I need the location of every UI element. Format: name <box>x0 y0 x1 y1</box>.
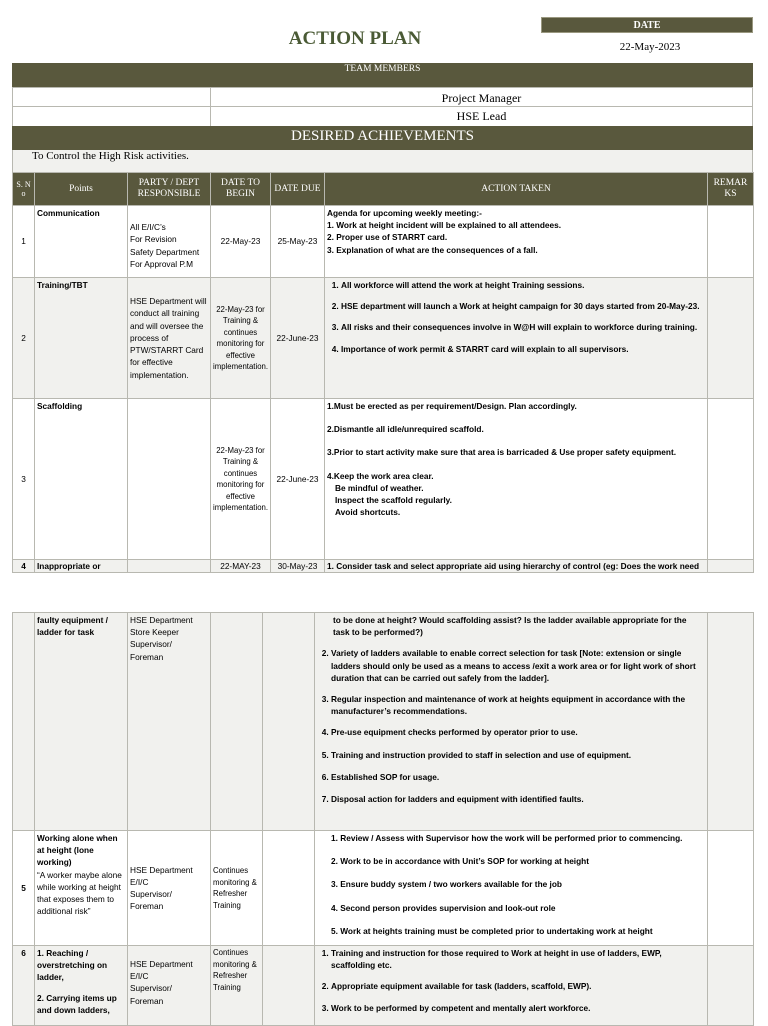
row-remarks <box>708 831 754 946</box>
row-party: HSE Department will conduct all training and will oversee the process of PTW/STARRT Card for effective implementation. <box>128 278 211 399</box>
row-number: 3 <box>13 399 35 560</box>
row-begin <box>211 613 263 831</box>
page-title: ACTION PLAN <box>288 28 422 49</box>
row-remarks <box>708 399 754 560</box>
team-members-header: TEAM MEMBERS <box>12 63 753 87</box>
row-actions: 1. Training and instruction for those required to Work at height in use of ladders, EWP, scaffolding etc. 2. Appropriate equipment available for task (ladders, scaffold, EWP). 3. Work to be performed by competent and mentally alert workforce. <box>315 946 708 1026</box>
row-due: 30-May-23 <box>271 560 325 573</box>
action-table <box>12 172 754 573</box>
row-point: faulty equipment / ladder for task <box>35 613 128 831</box>
table-row <box>13 613 754 831</box>
row-remarks <box>708 946 754 1026</box>
row-number: 6 <box>13 946 35 1026</box>
row-remarks <box>708 206 754 278</box>
desired-goal: To Control the High Risk activities. <box>12 150 753 172</box>
row-actions: 1. Consider task and select appropriate aid using hierarchy of control (eg: Does the work need <box>325 560 708 573</box>
row-actions: 1. Review / Assess with Supervisor how the work will be performed prior to commencing. 2. Work to be in accordance with Unit’s SOP for working at height 3. Ensure buddy system / two workers available for the job 4. Second person provides supervision and look-out role 5. Work at heights training must be completed prior to undertaking work at height <box>315 831 708 946</box>
row-actions: to be done at height? Would scaffolding assist? Is the ladder available appropriate for the task to be performed?) 2. Variety of ladders available to enable correct selection for task [Note: extension or single ladders should only be used as a means to access /exit a work area or for light work of short duration that can be carried out safely from the ladder]. 3. Regular inspection and maintenance of work at heights equipment in accordance with the manufacturer’s recommendations. 4. Pre-use equipment checks performed by operator prior to use. 5. Training and instruction provided to staff in selection and use of equipment. 6. Established SOP for usage. 7. Disposal action for ladders and equipment with identified faults. <box>315 613 708 831</box>
row-begin: 22-May-23 <box>211 206 271 278</box>
row-actions: 1. All workforce will attend the work at height Training sessions. 2. HSE department will launch a Work at height campaign for 30 days started from 20-May-23. 3. All risks and their consequences involve in W@H will explain to workforce during training. 4. Importance of work permit & STARRT card will explain to all supervisors. <box>325 278 708 399</box>
row-party: HSE Department E/I/C Supervisor/ Foreman <box>128 831 211 946</box>
table-row <box>13 278 754 399</box>
row-number: 2 <box>13 278 35 399</box>
row-remarks <box>708 560 754 573</box>
col-party: PARTY / DEPT RESPONSIBLE <box>128 173 211 206</box>
row-number: 4 <box>13 560 35 573</box>
table-row <box>13 560 754 573</box>
table-row <box>13 946 754 1026</box>
row-point: Working alone when at height (lone working) “A worker maybe alone while working at height that exposes them to additional risk” <box>35 831 128 946</box>
row-begin: 22-May-23 for Training & continues monitoring for effective implementation. <box>211 399 271 560</box>
date-value: 22-May-2023 <box>619 41 681 53</box>
row-begin: Continues monitoring & Refresher Training <box>211 946 263 1026</box>
row-number: 5 <box>13 831 35 946</box>
row-due <box>263 946 315 1026</box>
desired-achievements-header: DESIRED ACHIEVEMENTS <box>12 126 753 150</box>
row-begin: 22-MAY-23 <box>211 560 271 573</box>
row-point: 1. Reaching / overstretching on ladder, 2. Carrying items up and down ladders, <box>35 946 128 1026</box>
col-sno: S. N o <box>13 173 35 206</box>
row-point: Scaffolding <box>35 399 128 560</box>
col-points: Points <box>35 173 128 206</box>
row-remarks <box>708 613 754 831</box>
team-row-1 <box>12 87 753 107</box>
table-row <box>13 831 754 946</box>
row-number <box>13 613 35 831</box>
team-row-2 <box>12 107 753 127</box>
row-due: 25-May-23 <box>271 206 325 278</box>
col-action: ACTION TAKEN <box>325 173 708 206</box>
date-label: DATE <box>541 17 753 33</box>
row-party: All E/I/C’s For Revision Safety Department For Approval P.M <box>128 206 211 278</box>
row-party: HSE Department E/I/C Supervisor/ Foreman <box>128 946 211 1026</box>
row-due: 22-June-23 <box>271 399 325 560</box>
row-party <box>128 399 211 560</box>
team-member-hse: HSE Lead <box>456 109 507 123</box>
row-begin: 22-May-23 for Training & continues monitoring for effective implementation. <box>211 278 271 399</box>
row-number: 1 <box>13 206 35 278</box>
row-begin: Continues monitoring & Refresher Training <box>211 831 263 946</box>
row-actions: Agenda for upcoming weekly meeting:- 1. Work at height incident will be explained to all attendees. 2. Proper use of STARRT card. 3. Explanation of what are the consequences of a fall. <box>325 206 708 278</box>
row-due <box>263 831 315 946</box>
row-due <box>263 613 315 831</box>
row-actions: 1.Must be erected as per requirement/Design. Plan accordingly. 2.Dismantle all idle/unrequired scaffold. 3.Prior to start activity make sure that area is barricaded & Use proper safety equipment. 4.Keep the work area clear. Be mindful of weather. Inspect the scaffold regularly. Avoid shortcuts. <box>325 399 708 560</box>
row-remarks <box>708 278 754 399</box>
row-due: 22-June-23 <box>271 278 325 399</box>
row-point: Communication <box>35 206 128 278</box>
col-due: DATE DUE <box>271 173 325 206</box>
row-point: Training/TBT <box>35 278 128 399</box>
table-row <box>13 206 754 278</box>
action-table-continued <box>12 612 754 1026</box>
team-member-pm: Project Manager <box>441 91 522 105</box>
row-party: HSE Department Store Keeper Supervisor/ Foreman <box>128 613 211 831</box>
table-row <box>13 399 754 560</box>
row-point: Inappropriate or <box>35 560 128 573</box>
col-begin: DATE TO BEGIN <box>211 173 271 206</box>
col-remarks: REMAR KS <box>708 173 754 206</box>
row-party <box>128 560 211 573</box>
